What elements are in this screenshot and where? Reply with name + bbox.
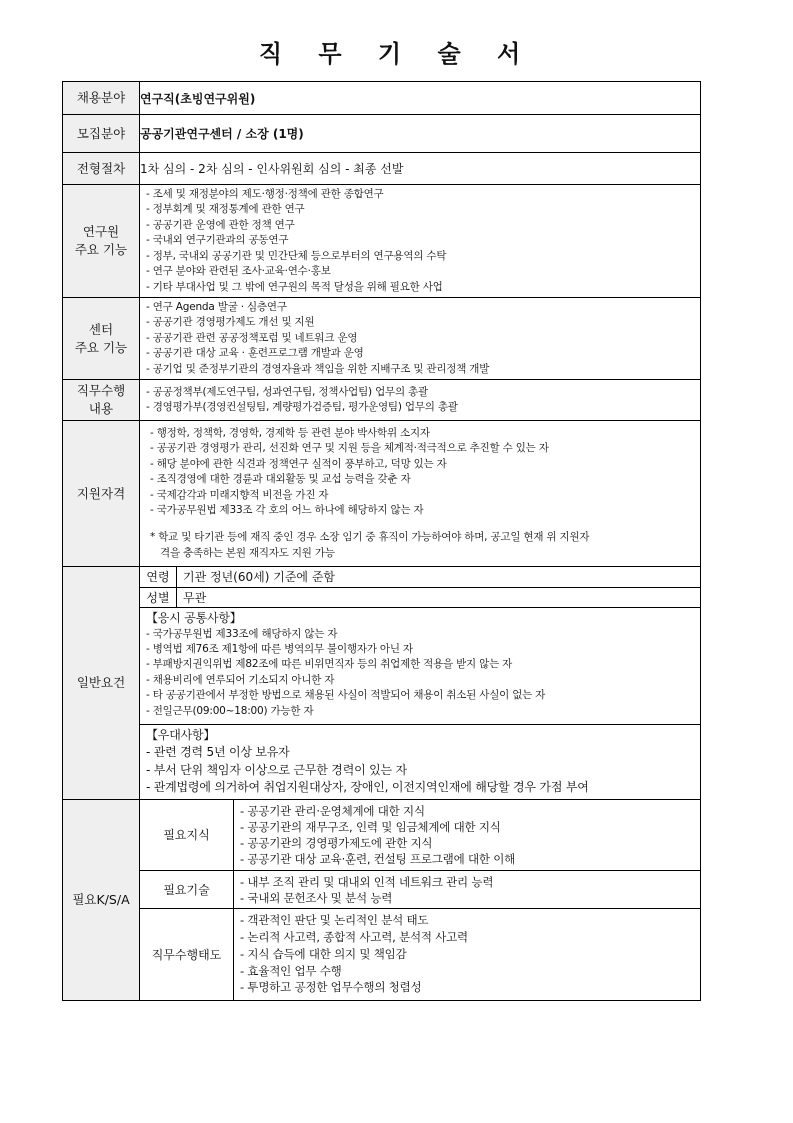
procedure-value: 1차 심의 - 2차 심의 - 인사위원회 심의 - 최종 선발 [140,153,701,185]
list-item: - 채용비리에 연루되어 기소되지 아니한 자 [146,673,335,686]
row-duty [63,380,701,421]
center-functions [140,298,701,380]
list-item: - 정부회계 및 재정통계에 관한 연구 [146,203,305,216]
list-item: - 기타 부대사업 및 그 밖에 연구원의 목적 달성을 위해 필요한 사업 [146,280,443,293]
list-item: - 내부 조직 관리 및 대내외 인적 네트워크 관리 능력 [240,874,494,889]
list-item: - 조세 및 재정분야의 제도·행정·정책에 관한 종합연구 [146,188,384,201]
gender-value: 무관 [177,587,701,607]
list-item: - 행정학, 정책학, 경영학, 경제학 등 관련 분야 박사학위 소지자 [150,426,430,439]
row-procedure [63,153,701,185]
list-item: - 공공기관 경영평가 관리, 선진화 연구 및 지원 등을 체계적·적극적으로 추진할 수 있는 자 [150,442,549,455]
duty-label-line1: 직무수행 [76,383,126,399]
row-ksa [63,799,701,1000]
list-item: - 병역법 제76조 제1항에 따른 병역의무 불이행자가 아닌 자 [146,642,413,655]
general-label: 일반요건 [63,567,140,800]
center-label-line2: 주요 기능 [74,339,128,355]
list-item: - 공기업 및 준정부기관의 경영자율과 책임을 위한 지배구조 및 관리정책 개발 [146,362,490,375]
preferences [140,724,700,799]
common-title: 【응시 공통사항】 [146,611,242,626]
attitude-label: 직무수행태도 [140,909,234,1000]
list-item: - 부패방지권익위법 제82조에 따른 비위면직자 등의 취업제한 적용을 받지 않는 자 [146,658,513,671]
list-item: - 국제감각과 미래지향적 비전을 가진 자 [150,488,329,501]
list-item: - 공공기관 관리·운영체계에 대한 지식 [240,803,425,818]
list-item: - 공공기관 대상 교육·훈련, 컨설팅 프로그램에 대한 이해 [240,851,516,866]
age-label: 연령 [140,567,177,587]
skill-label: 필요기술 [140,871,234,909]
list-item: - 공공기관 경영평가제도 개선 및 지원 [146,316,315,329]
list-item: - 국내외 문헌조사 및 분석 능력 [240,890,393,905]
institute-functions [140,185,701,298]
skill-items [234,871,701,909]
list-item: - 공공정책부(제도연구팀, 성과연구팀, 정책사업팀) 업무의 총괄 [146,385,428,398]
list-item: - 투명하고 공정한 업무수행의 청렴성 [240,980,422,995]
row-field [63,82,701,115]
attitude-items [234,909,701,1000]
list-item: - 부서 단위 책임자 이상으로 근무한 경력이 있는 자 [146,762,407,777]
age-value: 기관 정년(60세) 기준에 준함 [177,567,701,587]
row-general [63,567,701,800]
list-item: - 경영평가부(경영컨설팅팀, 계량평가검증팀, 평가운영팀) 업무의 총괄 [146,401,458,414]
field-value: 연구직(초빙연구위원) [140,82,701,115]
list-item: - 효율적인 업무 수행 [240,963,342,978]
institute-label-line2: 주요 기능 [74,242,128,257]
institute-label [63,185,140,298]
qualification-contents [140,421,701,567]
list-item: - 국가공무원법 제33조에 해당하지 않는 자 [146,627,338,640]
knowledge-items [234,800,701,871]
job-description-table [62,81,701,1001]
procedure-label: 전형절차 [63,153,140,185]
list-item: - 공공기관 관련 공공정책포럼 및 네트워크 운영 [146,331,358,344]
list-item: - 공공기관의 재무구조, 인력 및 임금체계에 대한 지식 [240,819,501,834]
institute-label-line1: 연구원 [82,224,120,239]
gender-label: 성별 [140,587,177,607]
qualification-note-line1: * 학교 및 타기관 등에 재직 중인 경우 소장 임기 중 휴직이 가능하여야 하며, 공고일 현재 위 지원자 [150,531,590,544]
recruit-value: 공공기관연구센터 / 소장 (1명) [140,115,701,153]
list-item: - 조직경영에 대한 경륜과 대외활동 및 교섭 능력을 갖춘 자 [150,473,411,486]
duty-label-line2: 내용 [88,401,114,417]
list-item: - 지식 습득에 대한 의지 및 책임감 [240,946,407,961]
row-center [63,298,701,380]
recruit-label: 모집분야 [63,115,140,153]
list-item: - 국가공무원법 제33조 각 호의 어느 하나에 해당하지 않는 자 [150,503,424,516]
ksa-contents [140,799,701,1000]
row-qualification [63,421,701,567]
list-item: - 객관적인 판단 및 논리적인 분석 태도 [240,913,429,928]
list-item: - 정부, 국내외 공공기관 및 민간단체 등으로부터의 연구용역의 수탁 [146,249,447,262]
duty-contents [140,380,701,421]
ksa-subtable [140,800,700,1000]
ksa-label: 필요K/S/A [63,799,140,1000]
list-item: - 관련 경력 5년 이상 보유자 [146,745,290,760]
list-item: - 연구 분야와 관련된 조사·교육·연수·홍보 [146,265,331,278]
knowledge-label: 필요지식 [140,800,234,871]
list-item: - 공공기관 대상 교육 · 훈련프로그램 개발과 운영 [146,347,364,360]
row-institute [63,185,701,298]
list-item: - 해당 분야에 관한 식견과 정책연구 실적이 풍부하고, 덕망 있는 자 [150,457,447,470]
list-item: - 논리적 사고력, 종합적 사고력, 분석적 사고력 [240,930,468,945]
list-item: - 전일근무(09:00~18:00) 가능한 자 [146,704,314,717]
qualification-note-line2: 격을 충족하는 본원 재직자도 지원 가능 [160,546,335,559]
list-item: - 타 공공기관에서 부정한 방법으로 채용된 사실이 적발되어 채용이 취소된 사실이 없는 자 [146,689,546,702]
duty-label [63,380,140,421]
common-requirements [140,607,700,724]
pref-title: 【우대사항】 [146,727,216,742]
center-label-line1: 센터 [88,321,114,337]
general-contents [140,567,701,800]
field-label: 채용분야 [63,82,140,115]
list-item: - 공공기관 운영에 관한 정책 연구 [146,218,295,231]
list-item: - 연구 Agenda 발굴 · 심층연구 [146,301,287,313]
center-label [63,298,140,380]
list-item: - 공공기관의 경영평가제도에 관한 지식 [240,835,433,850]
qualification-label: 지원자격 [63,421,140,567]
document-title: 직 무 기 술 서 [258,40,535,68]
list-item: - 관계법령에 의거하여 취업지원대상자, 장애인, 이전지역인재에 해당할 경우 가점 부여 [146,780,589,795]
general-subtable [140,567,700,799]
row-recruit [63,115,701,153]
list-item: - 국내외 연구기관과의 공동연구 [146,234,289,247]
